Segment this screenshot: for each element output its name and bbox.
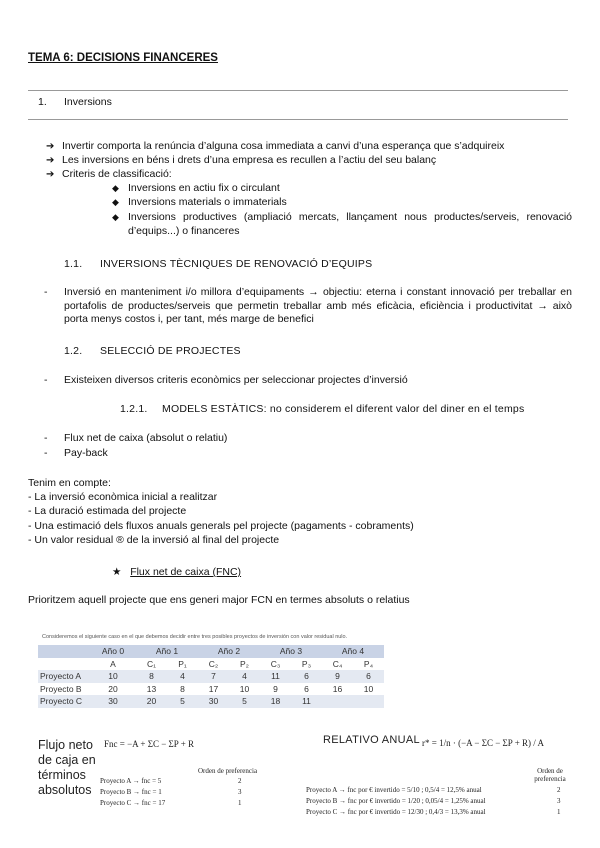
section-number: 1.: [38, 96, 47, 108]
abs-rank: 1: [238, 799, 242, 807]
abs-rank: 2: [238, 777, 242, 785]
diamond-icon: ◆: [112, 183, 119, 193]
arrow-icon: ➔: [46, 169, 55, 180]
dash-item: - Existeixen diversos criteris econòmics per seleccionar projectes d’inversió: [44, 374, 408, 386]
abs-rank: 3: [238, 788, 242, 796]
section-heading: [38, 96, 112, 108]
table-row: Proyecto C 30 20 5 30 5 18 11: [38, 695, 384, 708]
bullet-item: ➔ Criteris de classificació:: [46, 168, 172, 180]
sub-bullet-item: ◆ Inversions en actiu fix o circulant: [112, 182, 280, 194]
rel-line: Proyecto A → fnc por € invertido = 5/10 ; 0,5/4 = 12,5% anual: [306, 786, 482, 794]
bullet-item: ➔ Invertir comporta la renúncia d’alguna cosa immediata a canvi d’una esperança que s’adquireix: [46, 140, 505, 152]
page-title: TEMA 6: DECISIONS FINANCERES: [28, 52, 218, 64]
table-row: A C₁ P₁ C₂ P₂ C₃ P₃ C₄ P₄: [110, 658, 374, 669]
list-line: - La inversió econòmica inicial a realitzar: [28, 491, 218, 503]
list-line: - La duració estimada del projecte: [28, 505, 187, 517]
list-line: - Un valor residual ® de la inversió al final del projecte: [28, 534, 280, 546]
fnc-table: [38, 645, 384, 708]
diamond-icon: ◆: [112, 212, 119, 222]
table-row: Proyecto A 10 8 4 7 4 11 6 9 6: [38, 670, 384, 683]
absolute-formula: Fnc = −A + ΣC − ΣP + R: [104, 739, 195, 749]
rel-rank: 2: [557, 786, 561, 794]
relative-title: RELATIVO ANUAL: [323, 734, 420, 746]
rel-rank: 3: [557, 797, 561, 805]
bullet-item: ➔ Les inversions en béns i drets d’una empresa es recullen a l’actiu del seu balanç: [46, 154, 437, 166]
preference-header: Orden de preferencia: [198, 767, 258, 775]
abs-line: Proyecto A → fnc = 5: [100, 777, 162, 785]
divider: [28, 119, 568, 120]
abs-line: Proyecto C → fnc = 17: [100, 799, 166, 807]
list-line: Tenim en compte:: [28, 477, 111, 489]
section-label: Inversions: [64, 96, 112, 108]
table-row: Proyecto B 20 13 8 17 10 9 6 16 10: [40, 683, 374, 694]
abs-line: Proyecto B → fnc = 1: [100, 788, 162, 796]
diamond-icon: ◆: [112, 197, 119, 207]
subsection-heading: 1.2. SELECCIÓ DE PROJECTES: [64, 345, 241, 357]
rel-line: Proyecto C → fnc por € invertido = 12/30 ; 0,4/3 = 13,3% anual: [306, 808, 486, 816]
rel-rank: 1: [557, 808, 561, 816]
list-line: - Una estimació dels fluxos anuals generals pel projecte (pagaments - cobraments): [28, 520, 414, 532]
figure-caption: Consideremos el siguiente caso en el que debemos decidir entre tres posibles proyectos de inversión con valor residual nulo.: [42, 634, 348, 640]
dash-item: - Pay-back: [44, 447, 108, 459]
star-item: ★ Flux net de caixa (FNC): [112, 566, 242, 578]
sub-bullet-item: ◆ Inversions materials o immaterials: [112, 196, 287, 208]
dash-item: - Inversió en manteniment i/o millora d’equipaments → objectiu: eterna i constant innovació per treballar en portafolis de productes/serveis que permetin treballar amb més eficàcia, eficiència i productivitat → això porta menys costos i, per tant, més marge de benefici: [44, 286, 572, 325]
subsection-heading: 1.1. INVERSIONS TÈCNIQUES DE RENOVACIÓ D’EQUIPS: [64, 258, 373, 270]
rel-line: Proyecto B → fnc por € invertido = 1/20 ; 0,05/4 = 1,25% anual: [306, 797, 486, 805]
table-row: Año 0 Año 1 Año 2 Año 3 Año 4: [38, 645, 384, 658]
sub-bullet-item: ◆ Inversions productives (ampliació mercats, llançament nous productes/serveis, renovació d’equips...) o financeres: [112, 211, 572, 237]
arrow-icon: ➔: [46, 141, 55, 152]
absolute-flow-label: Flujo neto de caja en términos absolutos: [38, 738, 96, 797]
paragraph: Prioritzem aquell projecte que ens generi major FCN en termes absoluts o relatius: [28, 594, 410, 606]
relative-formula: r* = 1/n · (−A − ΣC − ΣP + R) / A: [422, 738, 545, 748]
arrow-icon: ➔: [46, 155, 55, 166]
preference-header: Orden de preferencia: [534, 767, 566, 783]
divider: [28, 90, 568, 91]
dash-item: - Flux net de caixa (absolut o relatiu): [44, 432, 228, 444]
star-icon: ★: [112, 566, 122, 578]
subsection-heading: 1.2.1. MODELS ESTÀTICS: no considerem el diferent valor del diner en el temps: [120, 403, 525, 415]
